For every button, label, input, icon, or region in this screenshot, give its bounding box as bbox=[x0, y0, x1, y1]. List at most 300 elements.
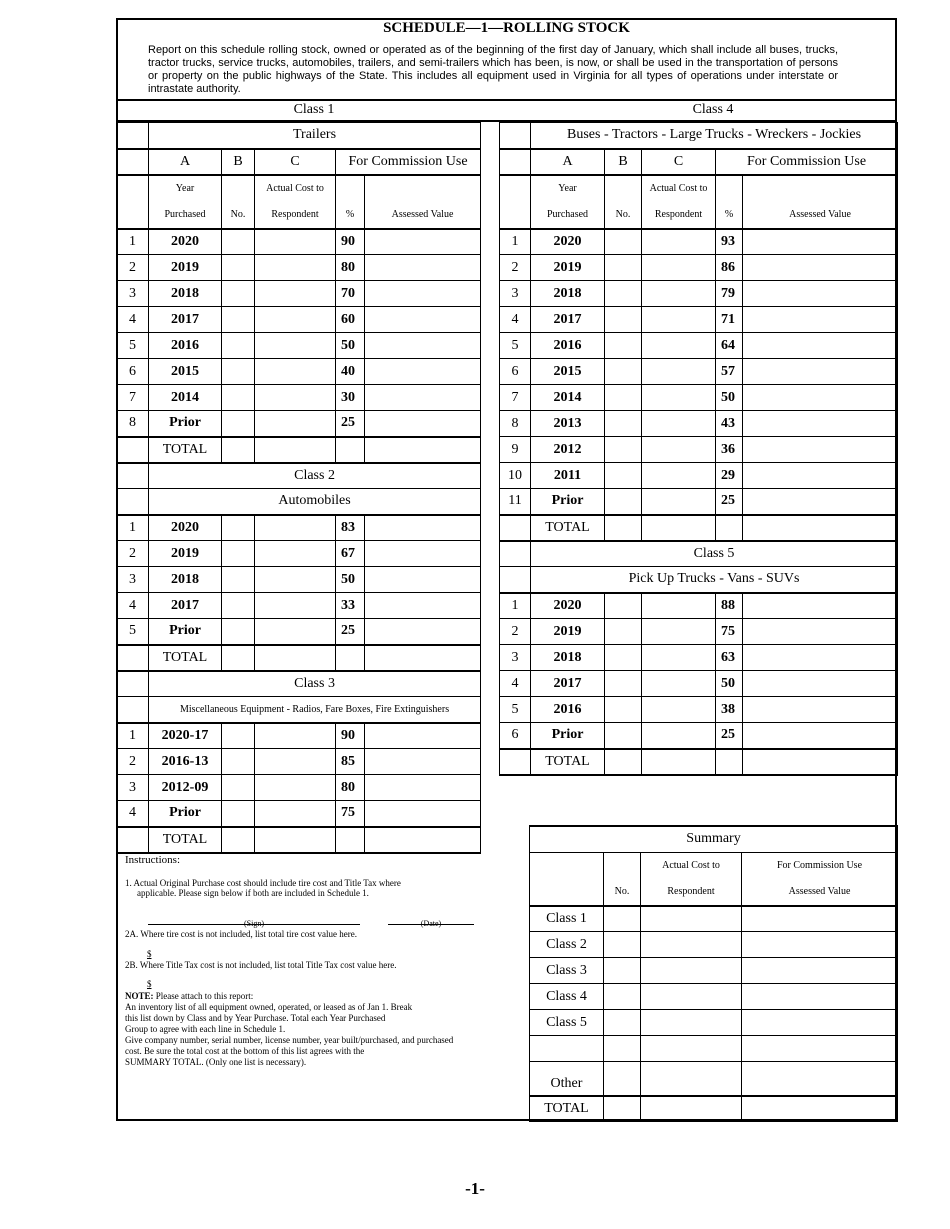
quantity-field[interactable] bbox=[605, 463, 642, 489]
assessed-value-field[interactable] bbox=[743, 385, 898, 411]
row-number: 10 bbox=[500, 463, 531, 489]
quantity-field[interactable] bbox=[222, 333, 255, 359]
year-purchased: 2013 bbox=[531, 411, 605, 437]
table-row bbox=[117, 307, 481, 333]
total-quantity-field[interactable] bbox=[605, 515, 642, 541]
class4-name: Buses - Tractors - Large Trucks - Wreckers - Jockies bbox=[531, 123, 898, 149]
table-row bbox=[117, 149, 481, 175]
row-number: 6 bbox=[117, 359, 149, 385]
assessed-value-field[interactable] bbox=[743, 307, 898, 333]
tire-cost-value-field[interactable]: $ bbox=[147, 949, 152, 959]
assessed-value-field[interactable] bbox=[365, 229, 481, 255]
actual-cost-field[interactable] bbox=[255, 775, 336, 801]
table-row bbox=[500, 489, 898, 515]
assessed-value-field[interactable] bbox=[365, 619, 481, 645]
note-line: Group to agree with each line in Schedule 1. bbox=[125, 1024, 286, 1034]
year-purchased: 2016 bbox=[149, 333, 222, 359]
summary-quantity-field[interactable] bbox=[604, 906, 641, 932]
assessed-value-field[interactable] bbox=[743, 593, 898, 619]
actual-cost-field[interactable] bbox=[642, 307, 716, 333]
year-purchased: 2020 bbox=[531, 229, 605, 255]
quantity-field[interactable] bbox=[605, 489, 642, 515]
actual-cost-header: Actual Cost to Respondent bbox=[642, 175, 716, 229]
percent-value: 90 bbox=[336, 723, 365, 749]
col-b-header: B bbox=[222, 149, 255, 175]
year-purchased: 2012-09 bbox=[149, 775, 222, 801]
commission-use-header: For Commission Use bbox=[336, 149, 481, 175]
table-row bbox=[117, 437, 481, 463]
quantity-field[interactable] bbox=[222, 255, 255, 281]
instruction-1a: 1. Actual Original Purchase cost should include tire cost and Title Tax where bbox=[125, 878, 401, 888]
quantity-field[interactable] bbox=[222, 619, 255, 645]
total-cost-field[interactable] bbox=[255, 645, 336, 671]
table-row bbox=[500, 619, 898, 645]
actual-cost-field[interactable] bbox=[255, 619, 336, 645]
quantity-field[interactable] bbox=[605, 723, 642, 749]
year-purchased: 2019 bbox=[531, 619, 605, 645]
assessed-value-field[interactable] bbox=[743, 645, 898, 671]
summary-total-cost-field[interactable] bbox=[641, 1096, 742, 1122]
quantity-field[interactable] bbox=[605, 359, 642, 385]
total-quantity-field[interactable] bbox=[222, 437, 255, 463]
percent-value: 50 bbox=[716, 671, 743, 697]
table-row bbox=[500, 671, 898, 697]
quantity-field[interactable] bbox=[605, 645, 642, 671]
actual-cost-field[interactable] bbox=[255, 359, 336, 385]
quantity-field[interactable] bbox=[222, 801, 255, 827]
table-row bbox=[500, 749, 898, 775]
blank-cell bbox=[117, 123, 149, 149]
table-row bbox=[117, 671, 481, 697]
summary-cost-field[interactable] bbox=[641, 1010, 742, 1036]
year-purchased: Prior bbox=[531, 489, 605, 515]
percent-value: 80 bbox=[336, 775, 365, 801]
actual-cost-field[interactable] bbox=[642, 593, 716, 619]
summary-total-label: TOTAL bbox=[530, 1096, 604, 1122]
actual-cost-field[interactable] bbox=[642, 437, 716, 463]
quantity-field[interactable] bbox=[222, 541, 255, 567]
table-row bbox=[117, 541, 481, 567]
total-label: TOTAL bbox=[531, 749, 605, 775]
row-number: 4 bbox=[500, 671, 531, 697]
left-schedule-table bbox=[116, 122, 481, 854]
actual-cost-field[interactable] bbox=[255, 515, 336, 541]
year-purchased: Prior bbox=[149, 411, 222, 437]
class2-label: Class 2 bbox=[149, 463, 481, 489]
summary-no-header: No. bbox=[604, 852, 641, 906]
assessed-value-field[interactable] bbox=[743, 359, 898, 385]
blank-cell bbox=[500, 749, 531, 775]
table-row bbox=[530, 1062, 898, 1096]
quantity-field[interactable] bbox=[222, 385, 255, 411]
table-row bbox=[117, 229, 481, 255]
quantity-field[interactable] bbox=[605, 593, 642, 619]
actual-cost-field[interactable] bbox=[642, 333, 716, 359]
table-row bbox=[117, 489, 481, 515]
actual-cost-field[interactable] bbox=[255, 281, 336, 307]
note bbox=[125, 991, 515, 1068]
row-number: 9 bbox=[500, 437, 531, 463]
total-assessed-field[interactable] bbox=[743, 515, 898, 541]
summary-assessed-field[interactable] bbox=[742, 1036, 898, 1062]
actual-cost-field[interactable] bbox=[642, 281, 716, 307]
quantity-field[interactable] bbox=[605, 671, 642, 697]
percent-value: 70 bbox=[336, 281, 365, 307]
table-row bbox=[117, 411, 481, 437]
note-first: Please attach to this report: bbox=[155, 991, 254, 1001]
sign-line[interactable]: (Sign) bbox=[148, 924, 360, 934]
actual-cost-field[interactable] bbox=[642, 619, 716, 645]
quantity-field[interactable] bbox=[605, 411, 642, 437]
year-purchased: 2018 bbox=[149, 281, 222, 307]
summary-cost-field[interactable] bbox=[641, 932, 742, 958]
summary-quantity-field[interactable] bbox=[604, 1036, 641, 1062]
total-cost-field[interactable] bbox=[642, 749, 716, 775]
instructions-heading: Instructions: bbox=[125, 854, 180, 866]
assessed-value-field[interactable] bbox=[365, 593, 481, 619]
blank-cell bbox=[500, 515, 531, 541]
actual-cost-field[interactable] bbox=[642, 671, 716, 697]
year-purchased: 2020 bbox=[531, 593, 605, 619]
quantity-field[interactable] bbox=[222, 515, 255, 541]
table-row bbox=[117, 645, 481, 671]
row-number: 3 bbox=[117, 281, 149, 307]
summary-total-assessed-field[interactable] bbox=[742, 1096, 898, 1122]
total-cost-field[interactable] bbox=[642, 515, 716, 541]
summary-quantity-field[interactable] bbox=[604, 1062, 641, 1096]
assessed-value-field[interactable] bbox=[365, 411, 481, 437]
actual-cost-field[interactable] bbox=[642, 255, 716, 281]
assessed-value-field[interactable] bbox=[365, 541, 481, 567]
quantity-field[interactable] bbox=[222, 775, 255, 801]
summary-assessed-field[interactable] bbox=[742, 1062, 898, 1096]
assessed-value-header: Assessed Value bbox=[365, 175, 481, 229]
table-row bbox=[530, 984, 898, 1010]
blank-cell bbox=[117, 437, 149, 463]
row-number: 5 bbox=[500, 697, 531, 723]
summary-assessed-field[interactable] bbox=[742, 958, 898, 984]
blank-cell bbox=[500, 175, 531, 229]
quantity-field[interactable] bbox=[222, 281, 255, 307]
schedule-intro: Report on this schedule rolling stock, owned or operated as of the beginning of the first day of January, which shall include all buses, trucks, tractor trucks, service trucks, automobiles, trailers, and semi-trailers which has been, is now, or shall be used in the transportation of persons or property on the public highways of the State. This includes all equipment used in Virginia for all types of operations under interstate or intrastate authority. bbox=[148, 44, 838, 95]
year-purchased: 2012 bbox=[531, 437, 605, 463]
table-row bbox=[530, 958, 898, 984]
total-label: TOTAL bbox=[149, 645, 222, 671]
table-row bbox=[117, 593, 481, 619]
percent-value: 67 bbox=[336, 541, 365, 567]
right-schedule-table bbox=[499, 122, 898, 776]
assessed-value-field[interactable] bbox=[365, 801, 481, 827]
percent-value: 75 bbox=[336, 801, 365, 827]
actual-cost-field[interactable] bbox=[255, 229, 336, 255]
summary-quantity-field[interactable] bbox=[604, 932, 641, 958]
table-row bbox=[500, 359, 898, 385]
row-number: 2 bbox=[500, 255, 531, 281]
table-row bbox=[500, 541, 898, 567]
quantity-field[interactable] bbox=[222, 723, 255, 749]
year-purchased: 2014 bbox=[531, 385, 605, 411]
actual-cost-field[interactable] bbox=[642, 411, 716, 437]
table-row bbox=[500, 229, 898, 255]
col-a-header: A bbox=[149, 149, 222, 175]
summary-cost-field[interactable] bbox=[641, 1062, 742, 1096]
row-number: 8 bbox=[500, 411, 531, 437]
assessed-value-field[interactable] bbox=[365, 281, 481, 307]
quantity-field[interactable] bbox=[222, 307, 255, 333]
title-tax-value-field[interactable]: $ bbox=[147, 979, 152, 989]
quantity-field[interactable] bbox=[222, 359, 255, 385]
assessed-value-field[interactable] bbox=[743, 229, 898, 255]
percent-value: 38 bbox=[716, 697, 743, 723]
assessed-value-field[interactable] bbox=[743, 489, 898, 515]
actual-cost-field[interactable] bbox=[255, 333, 336, 359]
instructions bbox=[125, 854, 515, 898]
assessed-value-field[interactable] bbox=[743, 619, 898, 645]
total-assessed-field[interactable] bbox=[365, 437, 481, 463]
table-row bbox=[500, 723, 898, 749]
actual-cost-field[interactable] bbox=[642, 645, 716, 671]
year-purchased: 2016-13 bbox=[149, 749, 222, 775]
year-purchased: 2016 bbox=[531, 697, 605, 723]
quantity-field[interactable] bbox=[605, 385, 642, 411]
actual-cost-field[interactable] bbox=[642, 463, 716, 489]
blank-cell bbox=[117, 827, 149, 853]
no-header: No. bbox=[605, 175, 642, 229]
assessed-value-field[interactable] bbox=[743, 255, 898, 281]
actual-cost-field[interactable] bbox=[642, 229, 716, 255]
percent-value: 83 bbox=[336, 515, 365, 541]
percent-header: % bbox=[716, 175, 743, 229]
instruction-1b: applicable. Please sign below if both are included in Schedule 1. bbox=[137, 888, 369, 898]
total-cost-field[interactable] bbox=[255, 827, 336, 853]
table-row bbox=[500, 385, 898, 411]
actual-cost-field[interactable] bbox=[255, 567, 336, 593]
summary-cost-field[interactable] bbox=[641, 906, 742, 932]
note-line: Give company number, serial number, license number, year built/purchased, and purchased bbox=[125, 1035, 454, 1045]
table-row bbox=[117, 697, 481, 723]
percent-value: 71 bbox=[716, 307, 743, 333]
percent-value: 36 bbox=[716, 437, 743, 463]
year-purchased-header: Year Purchased bbox=[531, 175, 605, 229]
row-number: 1 bbox=[117, 229, 149, 255]
actual-cost-field[interactable] bbox=[255, 593, 336, 619]
row-number: 2 bbox=[117, 541, 149, 567]
percent-value: 33 bbox=[336, 593, 365, 619]
summary-quantity-field[interactable] bbox=[604, 984, 641, 1010]
summary-cost-field[interactable] bbox=[641, 1036, 742, 1062]
row-number: 2 bbox=[500, 619, 531, 645]
summary-table bbox=[529, 825, 898, 1122]
blank-cell bbox=[117, 671, 149, 697]
total-quantity-field[interactable] bbox=[605, 749, 642, 775]
quantity-field[interactable] bbox=[222, 749, 255, 775]
actual-cost-field[interactable] bbox=[642, 359, 716, 385]
table-row bbox=[530, 932, 898, 958]
total-assessed-field[interactable] bbox=[365, 827, 481, 853]
summary-assessed-field[interactable] bbox=[742, 1010, 898, 1036]
total-assessed-field[interactable] bbox=[743, 749, 898, 775]
actual-cost-field[interactable] bbox=[255, 411, 336, 437]
year-purchased: Prior bbox=[531, 723, 605, 749]
blank-cell bbox=[500, 123, 531, 149]
assessed-value-field[interactable] bbox=[365, 567, 481, 593]
actual-cost-field[interactable] bbox=[255, 541, 336, 567]
percent-value: 25 bbox=[716, 489, 743, 515]
total-percent-blank bbox=[336, 645, 365, 671]
summary-assessed-field[interactable] bbox=[742, 984, 898, 1010]
percent-value: 93 bbox=[716, 229, 743, 255]
note-line: cost. Be sure the total cost at the bottom of this list agrees with the bbox=[125, 1046, 365, 1056]
table-row bbox=[530, 906, 898, 932]
table-row bbox=[117, 359, 481, 385]
blank-cell bbox=[117, 489, 149, 515]
assessed-value-field[interactable] bbox=[365, 307, 481, 333]
quantity-field[interactable] bbox=[605, 281, 642, 307]
summary-cost-field[interactable] bbox=[641, 984, 742, 1010]
actual-cost-field[interactable] bbox=[255, 307, 336, 333]
assessed-value-field[interactable] bbox=[743, 437, 898, 463]
actual-cost-field[interactable] bbox=[642, 385, 716, 411]
total-quantity-field[interactable] bbox=[222, 645, 255, 671]
assessed-value-field[interactable] bbox=[743, 333, 898, 359]
table-row bbox=[117, 515, 481, 541]
quantity-field[interactable] bbox=[605, 255, 642, 281]
table-row bbox=[117, 175, 481, 229]
quantity-field[interactable] bbox=[222, 593, 255, 619]
assessed-value-field[interactable] bbox=[365, 775, 481, 801]
quantity-field[interactable] bbox=[222, 567, 255, 593]
date-line[interactable]: (Date) bbox=[388, 924, 474, 934]
total-percent-blank bbox=[716, 749, 743, 775]
year-purchased: 2015 bbox=[149, 359, 222, 385]
table-row bbox=[500, 697, 898, 723]
note-line: An inventory list of all equipment owned, operated, or leased as of Jan 1. Break bbox=[125, 1002, 413, 1012]
year-purchased: 2016 bbox=[531, 333, 605, 359]
table-row bbox=[500, 281, 898, 307]
actual-cost-field[interactable] bbox=[255, 801, 336, 827]
percent-value: 86 bbox=[716, 255, 743, 281]
table-row bbox=[117, 723, 481, 749]
schedule-header bbox=[116, 18, 897, 101]
percent-value: 88 bbox=[716, 593, 743, 619]
assessed-value-field[interactable] bbox=[743, 723, 898, 749]
quantity-field[interactable] bbox=[605, 229, 642, 255]
table-row bbox=[500, 333, 898, 359]
year-purchased: 2018 bbox=[531, 645, 605, 671]
note-line: SUMMARY TOTAL. (Only one list is necessary). bbox=[125, 1057, 307, 1067]
note-label: NOTE: bbox=[125, 991, 154, 1001]
summary-assessed-field[interactable] bbox=[742, 906, 898, 932]
assessed-value-field[interactable] bbox=[743, 671, 898, 697]
summary-quantity-field[interactable] bbox=[604, 1010, 641, 1036]
summary-row-label: Class 3 bbox=[530, 958, 604, 984]
total-assessed-field[interactable] bbox=[365, 645, 481, 671]
actual-cost-field[interactable] bbox=[255, 255, 336, 281]
assessed-value-field[interactable] bbox=[365, 359, 481, 385]
assessed-value-field[interactable] bbox=[365, 749, 481, 775]
quantity-field[interactable] bbox=[605, 619, 642, 645]
actual-cost-field[interactable] bbox=[642, 723, 716, 749]
summary-quantity-field[interactable] bbox=[604, 958, 641, 984]
summary-total-quantity-field[interactable] bbox=[604, 1096, 641, 1122]
percent-value: 25 bbox=[716, 723, 743, 749]
summary-row-label: Other bbox=[530, 1062, 604, 1096]
table-row bbox=[500, 123, 898, 149]
quantity-field[interactable] bbox=[605, 307, 642, 333]
percent-header: % bbox=[336, 175, 365, 229]
assessed-value-field[interactable] bbox=[743, 463, 898, 489]
actual-cost-field[interactable] bbox=[255, 385, 336, 411]
percent-value: 64 bbox=[716, 333, 743, 359]
actual-cost-field[interactable] bbox=[255, 749, 336, 775]
assessed-value-field[interactable] bbox=[365, 333, 481, 359]
year-purchased: 2019 bbox=[149, 541, 222, 567]
summary-cost-field[interactable] bbox=[641, 958, 742, 984]
commission-use-header: For Commission Use bbox=[716, 149, 898, 175]
assessed-value-field[interactable] bbox=[365, 723, 481, 749]
row-number: 7 bbox=[117, 385, 149, 411]
table-row bbox=[530, 1096, 898, 1122]
assessed-value-field[interactable] bbox=[365, 255, 481, 281]
total-quantity-field[interactable] bbox=[222, 827, 255, 853]
actual-cost-field[interactable] bbox=[642, 697, 716, 723]
table-row bbox=[530, 1036, 898, 1062]
year-purchased: 2017 bbox=[531, 307, 605, 333]
total-percent-blank bbox=[336, 437, 365, 463]
quantity-field[interactable] bbox=[605, 437, 642, 463]
row-number: 5 bbox=[117, 619, 149, 645]
year-purchased: 2017 bbox=[531, 671, 605, 697]
assessed-value-field[interactable] bbox=[743, 281, 898, 307]
table-row bbox=[500, 149, 898, 175]
total-percent-blank bbox=[336, 827, 365, 853]
total-cost-field[interactable] bbox=[255, 437, 336, 463]
table-row bbox=[530, 1010, 898, 1036]
col-c-header: C bbox=[255, 149, 336, 175]
assessed-value-field[interactable] bbox=[365, 385, 481, 411]
table-row bbox=[117, 255, 481, 281]
percent-value: 50 bbox=[336, 567, 365, 593]
year-purchased: 2020 bbox=[149, 515, 222, 541]
row-number: 2 bbox=[117, 255, 149, 281]
quantity-field[interactable] bbox=[605, 333, 642, 359]
table-row bbox=[117, 775, 481, 801]
year-purchased: 2019 bbox=[531, 255, 605, 281]
assessed-value-field[interactable] bbox=[365, 515, 481, 541]
percent-value: 29 bbox=[716, 463, 743, 489]
percent-value: 75 bbox=[716, 619, 743, 645]
quantity-field[interactable] bbox=[222, 229, 255, 255]
year-purchased: 2017 bbox=[149, 307, 222, 333]
row-number: 1 bbox=[117, 515, 149, 541]
assessed-value-field[interactable] bbox=[743, 697, 898, 723]
table-row bbox=[117, 619, 481, 645]
percent-value: 25 bbox=[336, 619, 365, 645]
percent-value: 57 bbox=[716, 359, 743, 385]
actual-cost-field[interactable] bbox=[642, 489, 716, 515]
blank-cell bbox=[500, 149, 531, 175]
table-row bbox=[500, 307, 898, 333]
summary-assessed-field[interactable] bbox=[742, 932, 898, 958]
percent-value: 63 bbox=[716, 645, 743, 671]
instruction-2a: 2A. Where tire cost is not included, list total tire cost value here. bbox=[125, 929, 358, 939]
quantity-field[interactable] bbox=[222, 411, 255, 437]
actual-cost-field[interactable] bbox=[255, 723, 336, 749]
summary-row-label bbox=[530, 1036, 604, 1062]
quantity-field[interactable] bbox=[605, 697, 642, 723]
assessed-value-field[interactable] bbox=[743, 411, 898, 437]
class1-name: Trailers bbox=[149, 123, 481, 149]
